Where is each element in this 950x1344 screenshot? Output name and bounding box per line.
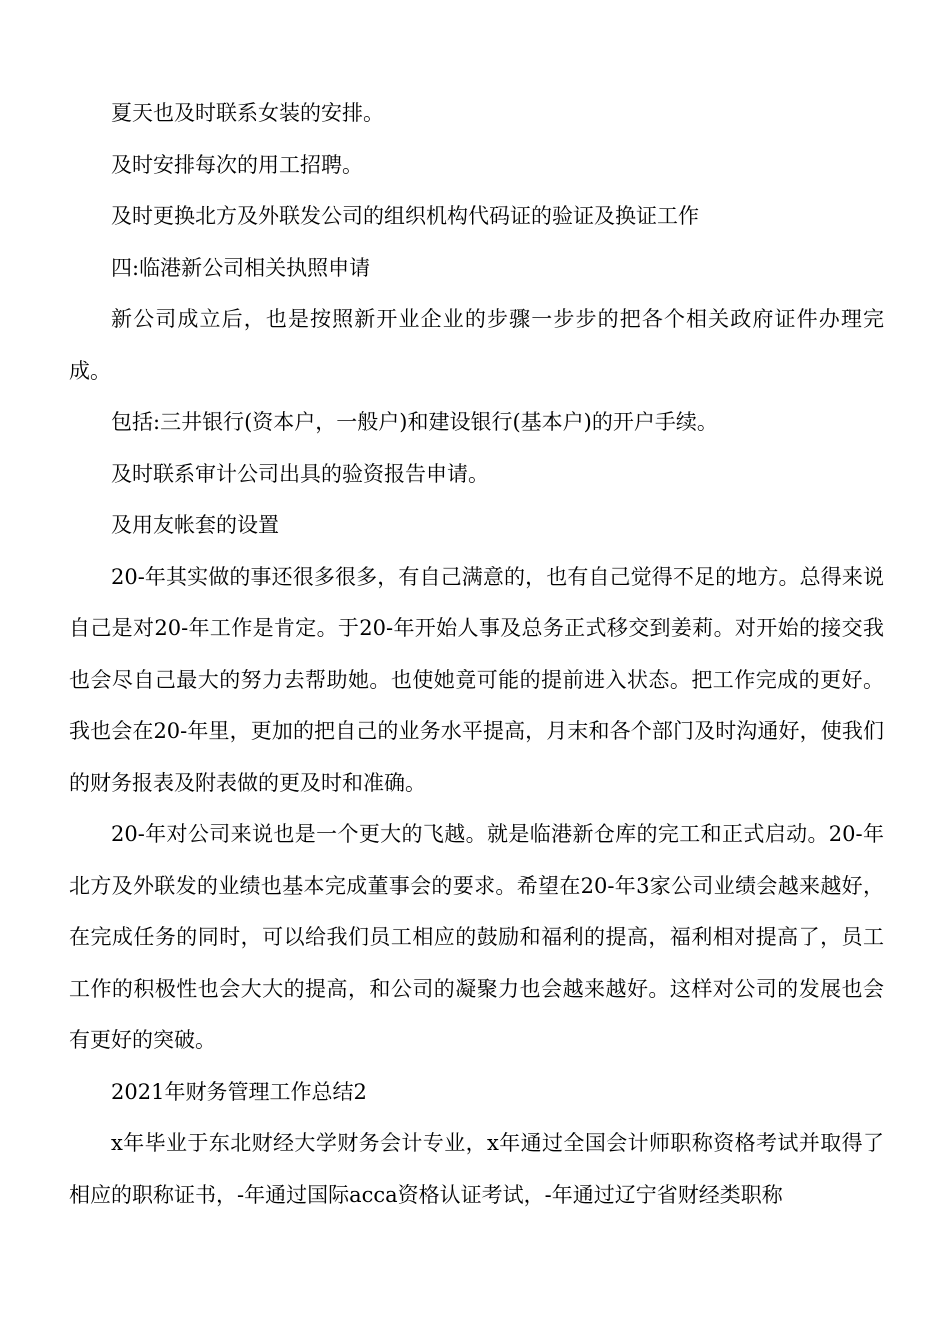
paragraph-recruitment: 及时安排每次的用工招聘。	[111, 152, 363, 177]
paragraph-new-company-licenses: 新公司成立后，也是按照新开业企业的步骤一步步的把各个相关政府证件办理完成。	[69, 307, 884, 383]
paragraph-womens-wear: 夏天也及时联系女装的安排。	[111, 101, 384, 125]
section-title-summary-2: 2021年财务管理工作总结2	[111, 1079, 367, 1104]
paragraph-year-review: 20-年其实做的事还很多很多，有自己满意的，也有自己觉得不足的地方。总得来说自己是对20-年工作是肯定。于20-年开始人事及总务正式移交到姜莉。对开始的接交我也会尽自己最大的努力去帮助她。也使她竟可能的提前进入状态。把工作完成的更好。我也会在20-年里，更加的把自己的业务水平提高，月末和各个部门及时沟通好，使我们的财务报表及附表做的更及时和准确。	[69, 564, 884, 795]
paragraph-audit-report: 及时联系审计公司出具的验资报告申请。	[111, 461, 489, 486]
paragraph-company-outlook: 20-年对公司来说也是一个更大的飞越。就是临港新仓库的完工和正式启动。20-年北方及外联发的业绩也基本完成董事会的要求。希望在20-年3家公司业绩会越来越好，在完成任务的同时，可以给我们员工相应的鼓励和福利的提高，福利相对提高了，员工工作的积极性也会大大的提高，和公司的凝聚力也会越来越好。这样对公司的发展也会有更好的突破。	[69, 822, 884, 1052]
document-body	[69, 88, 884, 1221]
paragraph-org-code-renewal: 及时更换北方及外联发公司的组织机构代码证的验证及换证工作	[111, 204, 699, 228]
paragraph-yonyou-setup: 及用友帐套的设置	[111, 513, 279, 537]
paragraph-bank-accounts: 包括:三井银行(资本户，一般户)和建设银行(基本户)的开户手续。	[111, 410, 718, 434]
paragraph-education-credentials: x年毕业于东北财经大学财务会计专业，x年通过全国会计师职称资格考试并取得了相应的职称证书，-年通过国际acca资格认证考试，-年通过辽宁省财经类职称	[69, 1131, 884, 1207]
section-heading-lingang-license: 四:临港新公司相关执照申请	[111, 255, 371, 280]
